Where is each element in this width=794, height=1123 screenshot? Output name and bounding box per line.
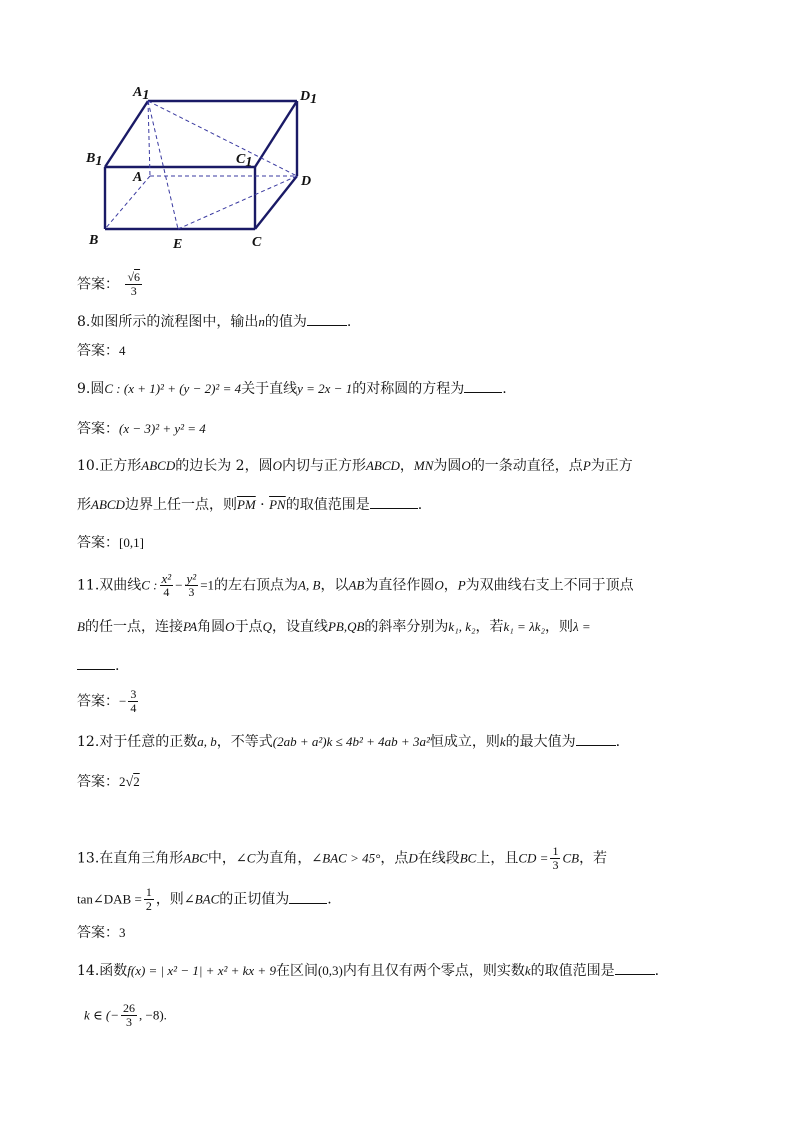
q11-answer: 答案：− $\frac{3}{4}$ xyxy=(77,687,137,715)
edge-a1-b1 xyxy=(105,101,148,167)
label-d: D xyxy=(301,174,312,189)
hidden-a1-d xyxy=(148,101,297,176)
question-11-line3: . xyxy=(77,655,119,676)
answer-blank xyxy=(370,494,418,509)
label-a1: A1 xyxy=(133,85,150,103)
q7-answer xyxy=(77,271,144,298)
question-13-line1: 13.在直角三角形ABC中，∠C为直角，∠BAC > 45°，点D在线段BC上，且CD = $\frac{1}{3}$ CB，若 xyxy=(77,844,608,872)
question-8: 8.如图所示的流程图中，输出n的值为 . xyxy=(77,311,351,332)
answer-blank xyxy=(307,311,347,326)
prism-figure xyxy=(0,0,794,260)
hidden-a1-a xyxy=(148,101,150,176)
label-c: C xyxy=(252,235,262,250)
q9-answer: 答案：(x − 3)² + y² = 4 xyxy=(77,421,206,437)
answer-blank xyxy=(576,731,616,746)
q12-answer: 答案：2√2 xyxy=(77,774,140,790)
label-d1: D1 xyxy=(300,89,318,107)
question-11-line1: 11.双曲线C : $\frac{\text{x²}}{4}$ − $\frac{\text{y²}}{3}$ =1的左右顶点为A, B，以AB为直径作圆O，P为双曲线右支上不同于顶点 xyxy=(77,571,634,599)
q7-answer-fraction: $\frac{√6}{3}$ xyxy=(127,270,141,298)
edge-d1-c1 xyxy=(255,101,297,167)
label-a: A xyxy=(133,170,143,185)
answer-blank xyxy=(464,378,502,393)
answer-blank xyxy=(77,655,115,670)
hidden-a-b xyxy=(105,176,150,229)
q10-answer: 答案：[0,1] xyxy=(77,535,144,551)
question-14: 14.函数f(x) = | x² − 1| + x² + kx + 9在区间(0,3)内有且仅有两个零点，则实数k的取值范围是 . xyxy=(77,960,659,981)
edge-c-d xyxy=(255,176,297,229)
label-b: B xyxy=(89,233,99,248)
q13-answer: 答案：3 xyxy=(77,925,126,941)
label-b1: B1 xyxy=(86,151,103,169)
hidden-a1-e xyxy=(148,101,178,229)
question-10-line1: 10.正方形ABCD的边长为 2，圆O内切与正方形ABCD，MN为圆O的一条动直径，点P为正方 xyxy=(77,458,633,474)
question-13-line2: tan∠DAB = $\frac{1}{2}$ ，则∠BAC的正切值为 . xyxy=(77,885,332,913)
answer-label: 答案： xyxy=(77,276,119,293)
answer-blank xyxy=(289,889,327,904)
question-11-line2: B的任一点，连接PA角圆O于点Q，设直线PB,QB的斜率分别为k₁, k₂，若k₁ = λk₂，则λ = xyxy=(77,619,591,635)
hidden-e-d xyxy=(178,176,297,229)
q14-answer: k ∈ (− $\frac{26}{3}$ , −8). xyxy=(84,1001,167,1029)
answer-blank xyxy=(615,960,655,975)
q8-answer: 答案：4 xyxy=(77,343,126,359)
label-c1: C1 xyxy=(236,152,253,170)
question-10-line2: 形ABCD边界上任一点，则$\overline{PM} \cdot \overline{PN}$的取值范围是 . xyxy=(77,494,422,515)
question-9: 9.圆C : (x + 1)² + (y − 2)² = 4关于直线y = 2x − 1的对称圆的方程为 . xyxy=(77,378,507,399)
question-12: 12.对于任意的正数a, b，不等式(2ab + a²)k ≤ 4b² + 4ab + 3a²恒成立，则k的最大值为 . xyxy=(77,731,620,752)
label-e: E xyxy=(173,237,183,252)
